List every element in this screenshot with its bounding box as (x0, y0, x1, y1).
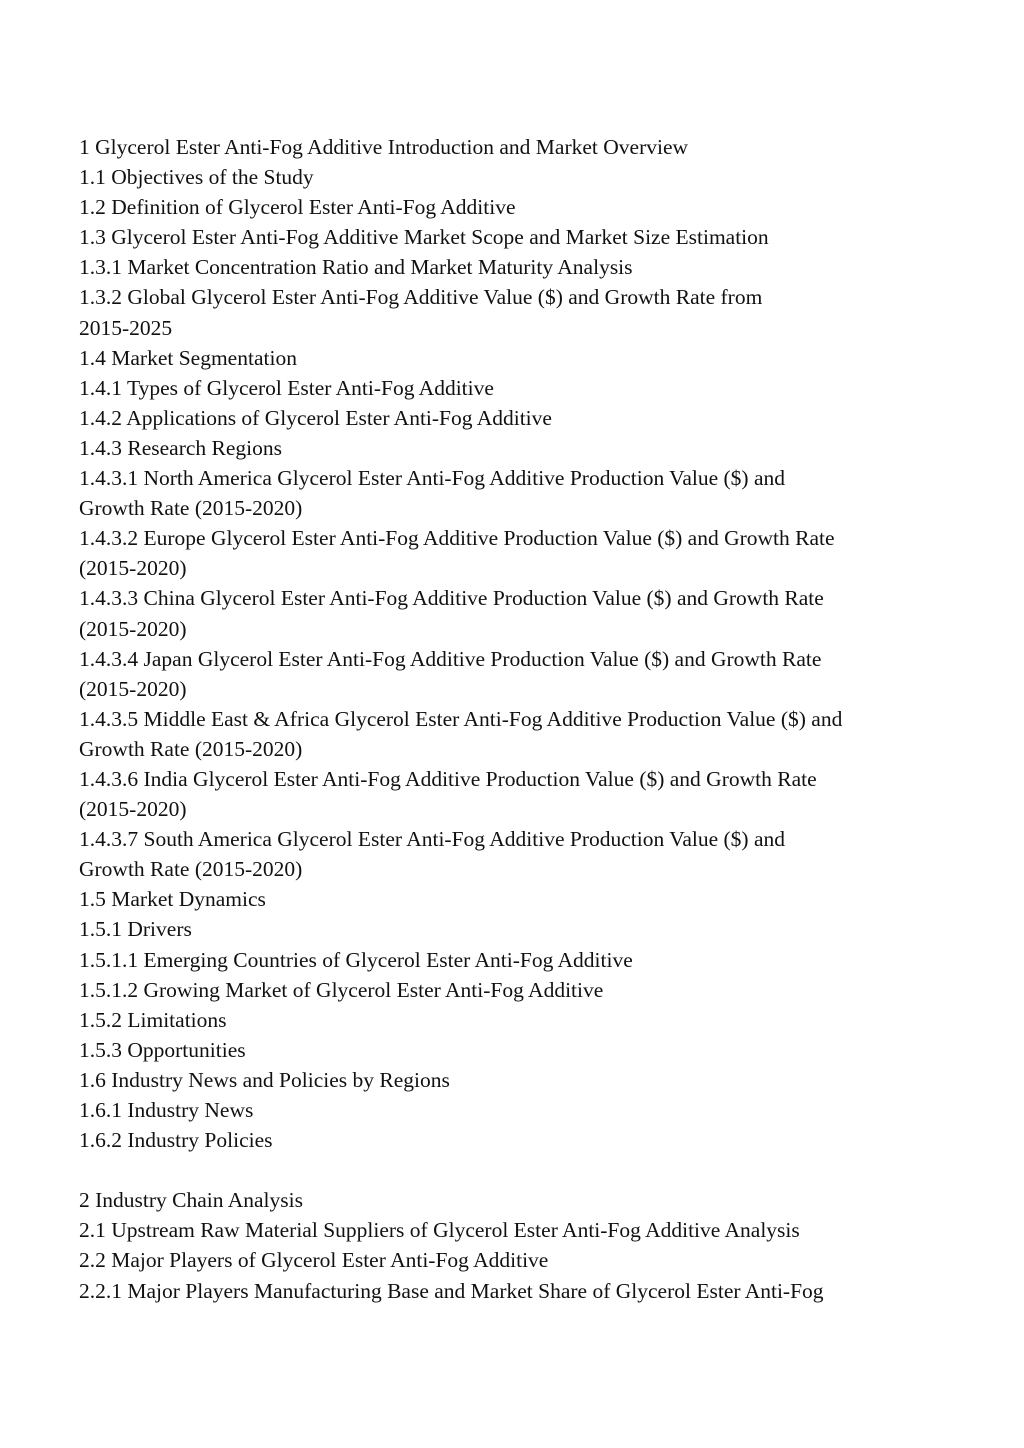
toc-entry: 2 Industry Chain Analysis (79, 1188, 303, 1213)
toc-entry: 1.5.2 Limitations (79, 1007, 227, 1032)
toc-entry: 2015-2025 (79, 315, 173, 340)
toc-entry: 1.6.2 Industry Policies (79, 1128, 273, 1153)
toc-entry: 1.3 Glycerol Ester Anti-Fog Additive Market Scope and Market Size Estimation (79, 225, 769, 250)
toc-entry: 1.4.3.1 North America Glycerol Ester Anti-Fog Additive Production Value ($) and (79, 466, 785, 491)
toc-entry: 1.3.1 Market Concentration Ratio and Market Maturity Analysis (79, 255, 633, 280)
toc-entry: 2.1 Upstream Raw Material Suppliers of Glycerol Ester Anti-Fog Additive Analysis (79, 1218, 800, 1243)
table-of-contents (79, 132, 959, 1306)
toc-entry: 1.1 Objectives of the Study (79, 165, 314, 190)
toc-entry: (2015-2020) (79, 616, 187, 641)
toc-entry: (2015-2020) (79, 676, 187, 701)
toc-entry: 1 Glycerol Ester Anti-Fog Additive Introduction and Market Overview (79, 135, 689, 159)
document-page (79, 132, 959, 1306)
toc-entry: 1.4.3.7 South America Glycerol Ester Anti-Fog Additive Production Value ($) and (79, 827, 786, 852)
toc-entry: 1.4.3.6 India Glycerol Ester Anti-Fog Additive Production Value ($) and Growth Rate (79, 766, 817, 791)
toc-entry: 1.5 Market Dynamics (79, 887, 266, 912)
toc-entry: Growth Rate (2015-2020) (79, 496, 303, 521)
toc-entry: 1.4.3.5 Middle East & Africa Glycerol Ester Anti-Fog Additive Production Value ($) and (79, 706, 843, 731)
toc-entry: Growth Rate (2015-2020) (79, 736, 303, 761)
toc-entry: 1.5.1 Drivers (79, 917, 192, 942)
toc-entry: 1.4.3.4 Japan Glycerol Ester Anti-Fog Additive Production Value ($) and Growth Rate (79, 646, 822, 671)
toc-entry: (2015-2020) (79, 797, 187, 822)
toc-entry: 1.5.1.1 Emerging Countries of Glycerol Ester Anti-Fog Additive (79, 947, 633, 972)
toc-entry: 1.2 Definition of Glycerol Ester Anti-Fog Additive (79, 195, 516, 220)
toc-entry: Growth Rate (2015-2020) (79, 857, 303, 882)
toc-entry: 1.4.3.2 Europe Glycerol Ester Anti-Fog Additive Production Value ($) and Growth Rate (79, 526, 835, 551)
toc-entry: 2.2 Major Players of Glycerol Ester Anti-Fog Additive (79, 1248, 549, 1273)
section-gap (79, 1155, 959, 1185)
toc-entry: 1.3.2 Global Glycerol Ester Anti-Fog Additive Value ($) and Growth Rate from (79, 285, 763, 310)
toc-entry: 1.6.1 Industry News (79, 1098, 254, 1122)
toc-entry: 1.4 Market Segmentation (79, 345, 297, 370)
toc-entry: 1.5.3 Opportunities (79, 1037, 246, 1062)
toc-entry: 2.2.1 Major Players Manufacturing Base and Market Share of Glycerol Ester Anti-Fog (79, 1278, 824, 1303)
toc-entry: 1.4.1 Types of Glycerol Ester Anti-Fog Additive (79, 375, 494, 400)
toc-entry: (2015-2020) (79, 556, 187, 581)
toc-entry: 1.4.2 Applications of Glycerol Ester Anti-Fog Additive (79, 405, 552, 430)
toc-entry: 1.4.3 Research Regions (79, 435, 283, 460)
toc-entry: 1.4.3.3 China Glycerol Ester Anti-Fog Additive Production Value ($) and Growth Rate (79, 586, 824, 611)
toc-entry: 1.5.1.2 Growing Market of Glycerol Ester Anti-Fog Additive (79, 977, 604, 1002)
toc-entry: 1.6 Industry News and Policies by Regions (79, 1067, 450, 1092)
